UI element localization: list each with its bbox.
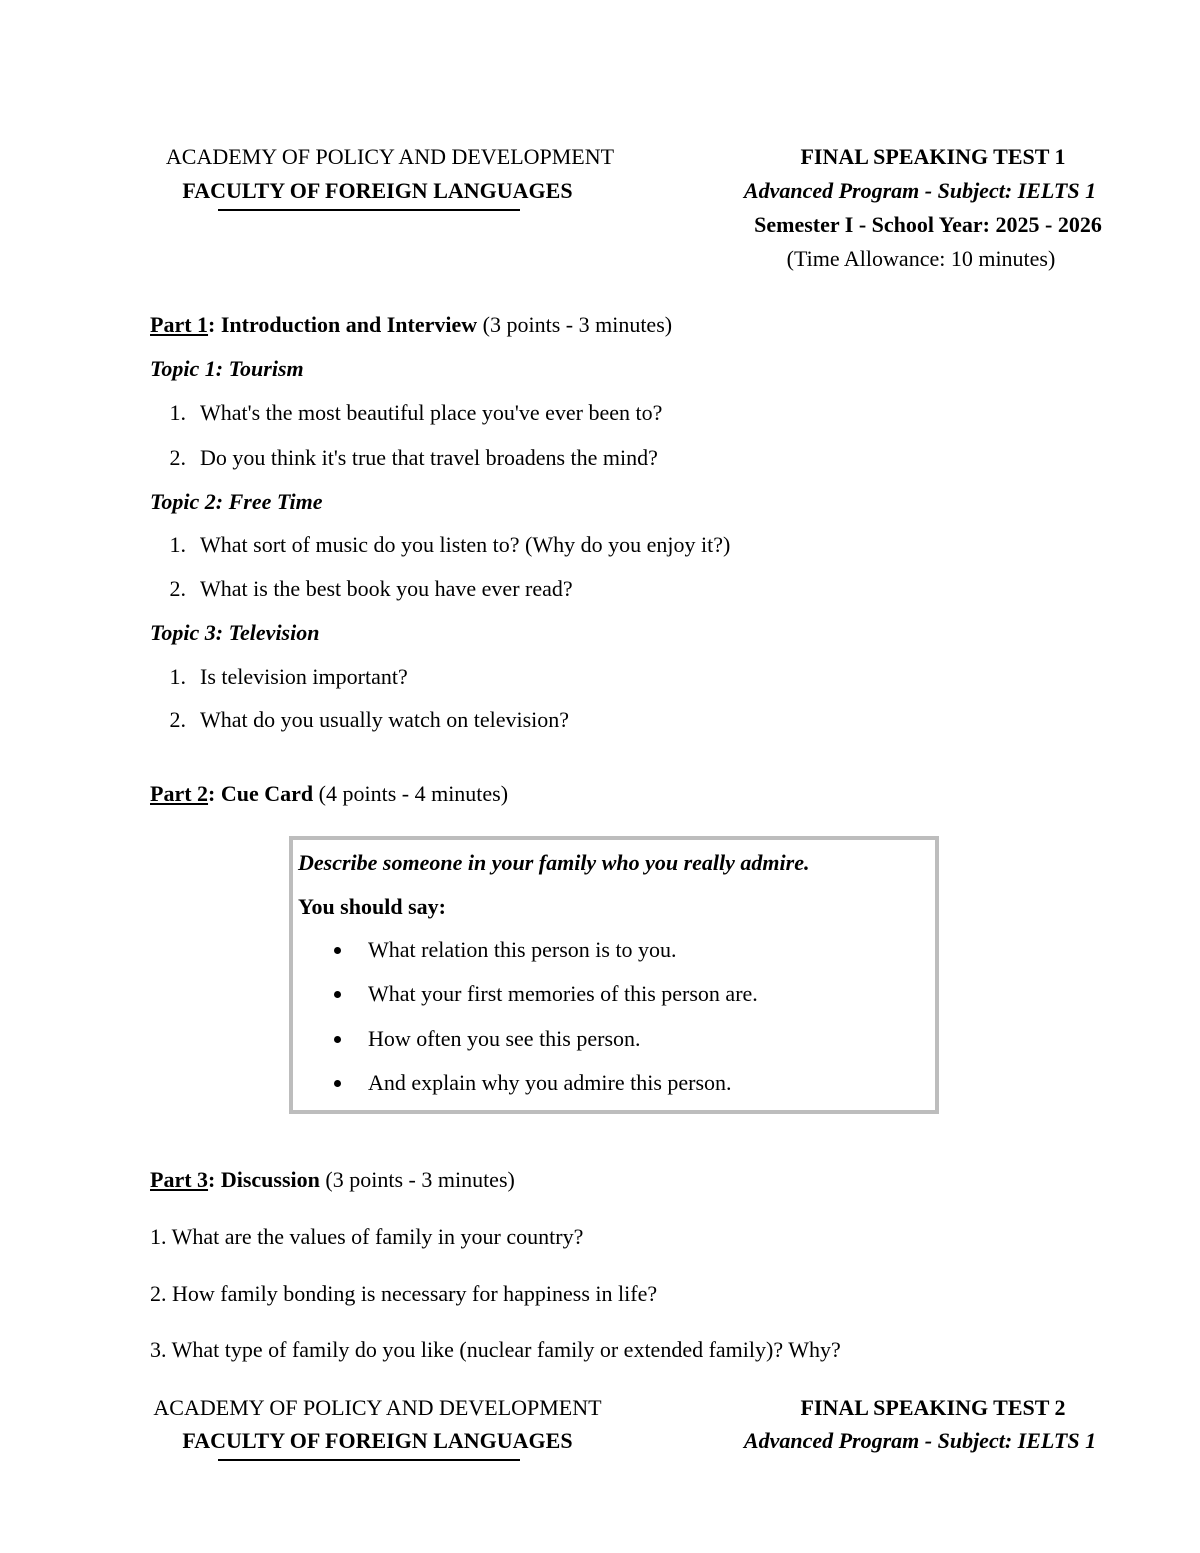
cue-card-say-label: You should say: (298, 894, 446, 919)
semester-year: Semester I - School Year: 2025 - 2026 (754, 212, 1102, 237)
question-number: 2. (169, 576, 186, 601)
part2-title: Cue Card (220, 781, 314, 806)
faculty-name-2: FACULTY OF FOREIGN LANGUAGES (182, 1428, 573, 1453)
list-item (150, 707, 569, 733)
question-text: What's the most beautiful place you've ever been to? (200, 400, 663, 425)
list-item (150, 532, 730, 558)
bullet-icon (334, 1080, 341, 1087)
cue-card-bullet: What relation this person is to you. (368, 937, 677, 962)
discussion-question: 2. How family bonding is necessary for happiness in life? (150, 1281, 658, 1306)
institution-name-2: ACADEMY OF POLICY AND DEVELOPMENT (153, 1395, 602, 1420)
question-number: 2. (169, 445, 186, 470)
cue-card-bullet: And explain why you admire this person. (368, 1070, 732, 1095)
topic-1-title: Topic 1: Tourism (150, 356, 304, 381)
part1-label: Part 1 (150, 312, 209, 337)
time-allowance: (Time Allowance: 10 minutes) (786, 246, 1056, 271)
part1-colon: : (208, 312, 216, 337)
program-subject-2: Advanced Program - Subject: IELTS 1 (743, 1428, 1097, 1453)
program-subject: Advanced Program - Subject: IELTS 1 (743, 178, 1097, 203)
bullet-icon (334, 991, 341, 998)
discussion-question: 1. What are the values of family in your country? (150, 1224, 584, 1249)
question-text: What do you usually watch on television? (200, 707, 570, 732)
faculty-name: FACULTY OF FOREIGN LANGUAGES (182, 178, 573, 203)
part3-title: Discussion (220, 1167, 320, 1192)
part1-points: (3 points - 3 minutes) (482, 312, 673, 337)
part2-points: (4 points - 4 minutes) (318, 781, 509, 806)
bullet-icon (334, 1036, 341, 1043)
topic-2-title: Topic 2: Free Time (150, 489, 323, 514)
part3-heading (150, 1167, 515, 1193)
question-text: Is television important? (200, 664, 408, 689)
part1-title: Introduction and Interview (220, 312, 478, 337)
question-text: What is the best book you have ever read? (200, 576, 573, 601)
question-number: 1. (169, 664, 186, 689)
question-text: What sort of music do you listen to? (Why do you enjoy it?) (200, 532, 731, 557)
part3-points: (3 points - 3 minutes) (325, 1167, 515, 1192)
part2-colon: : (208, 781, 216, 806)
cue-card-bullet: How often you see this person. (368, 1026, 641, 1051)
header-underline (218, 209, 520, 211)
list-item (150, 400, 662, 426)
part2-label: Part 2 (150, 781, 209, 806)
test-title: FINAL SPEAKING TEST 1 (800, 144, 1066, 169)
question-number: 2. (169, 707, 186, 732)
header-underline-2 (218, 1459, 520, 1461)
part3-colon: : (208, 1167, 216, 1192)
institution-name: ACADEMY OF POLICY AND DEVELOPMENT (165, 144, 615, 169)
part1-heading (150, 312, 672, 338)
discussion-question: 3. What type of family do you like (nuclear family or extended family)? Why? (150, 1337, 841, 1362)
list-item (150, 445, 658, 471)
part3-label: Part 3 (150, 1167, 209, 1192)
cue-card-bullet: What your first memories of this person are. (368, 981, 758, 1006)
topic-3-title: Topic 3: Television (150, 620, 320, 645)
list-item (150, 664, 408, 690)
question-number: 1. (169, 400, 186, 425)
cue-card-title: Describe someone in your family who you really admire. (298, 850, 810, 875)
question-text: Do you think it's true that travel broadens the mind? (200, 445, 658, 470)
part2-heading (150, 781, 508, 807)
bullet-icon (334, 947, 341, 954)
question-number: 1. (169, 532, 186, 557)
test-title-2: FINAL SPEAKING TEST 2 (800, 1395, 1066, 1420)
list-item (150, 576, 573, 602)
